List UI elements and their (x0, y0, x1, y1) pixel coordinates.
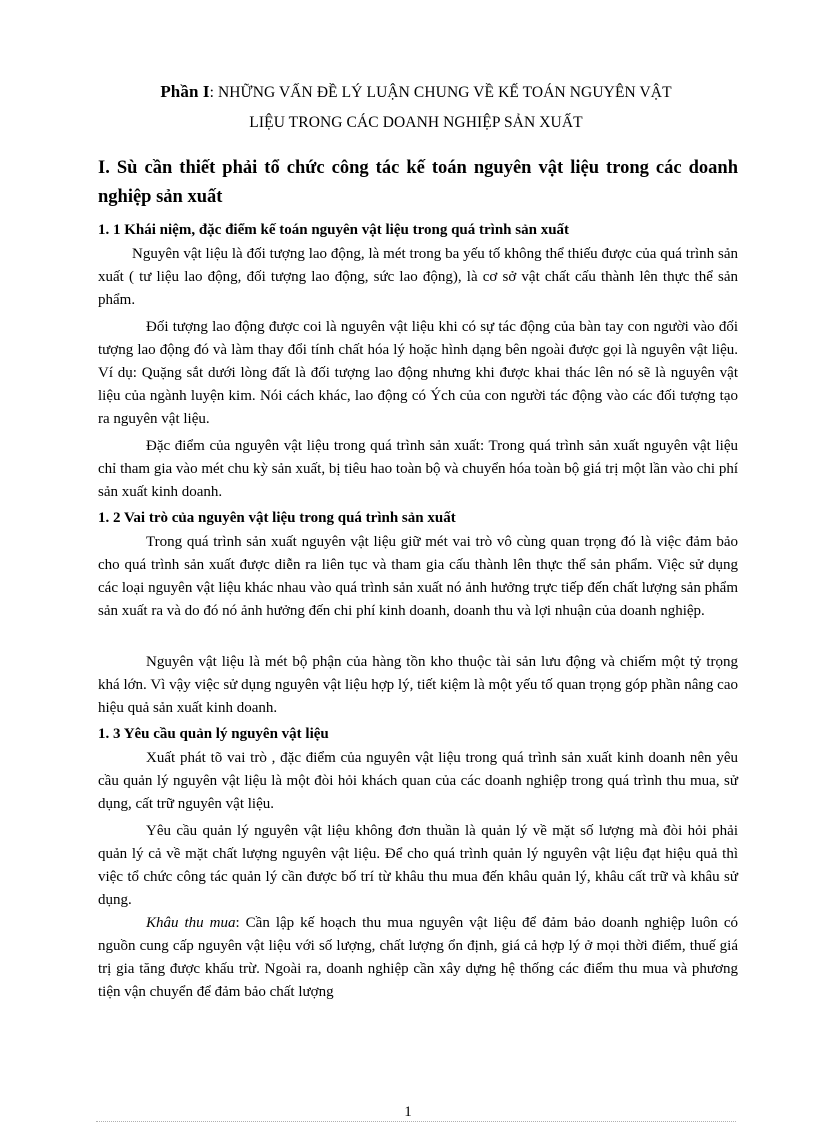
part-title-text: : NHỮNG VẤN ĐỀ LÝ LUẬN CHUNG VỀ KẾ TOÁN NGUYÊN VẬT (209, 84, 672, 101)
part-title-line-1 (96, 77, 736, 108)
paragraph-4: Trong quá trình sản xuất nguyên vật liệu giữ mét vai trò vô cùng quan trọng đó là việc đảm bảo cho quá trình sản xuất được diễn ra liên tục và tham gia cấu thành lên thực thể sản phẩm. Việc sử dụng các loại nguyên vật liệu khác nhau vào quá trình sản xuất nó ảnh hưởng trực tiếp đến chất lượng sản phẩm sản xuất ra và do đó nó ảnh hưởng đến chi phí kinh doanh, doanh thu và lợi nhuận của doanh nghiệp. (98, 534, 738, 619)
part-label: Phần I (160, 82, 210, 101)
paragraph-8-text: : Cần lập kế hoạch thu mua nguyên vật liệu để đảm bảo doanh nghiệp luôn có nguồn cung cấp nguyên vật liệu với số lượng, chất lượng ổn định, giá cả hợp lý ở mọi thời điểm, thuế giá trị gia tăng được khấu trừ. Ngoài ra, doanh nghiệp cần xây dựng hệ thống các điểm thu mua và phương tiện vận chuyển để đảm bảo chất lượng (98, 915, 738, 1000)
heading-1-2: 1. 2 Vai trò của nguyên vật liệu trong quá trình sản xuất (98, 510, 456, 526)
paragraph-3: Đặc điểm của nguyên vật liệu trong quá trình sản xuất: Trong quá trình sản xuất nguyên vật liệu chỉ tham gia vào mét chu kỳ sản xuất, bị tiêu hao toàn bộ và chuyển hóa toàn bộ giá trị một lần vào chi phí sản xuất kinh doanh. (98, 438, 738, 500)
footer-divider (96, 1121, 736, 1122)
heading-1-1: 1. 1 Khái niệm, đặc điểm kế toán nguyên vật liệu trong quá trình sản xuất (98, 222, 570, 238)
paragraph-7: Yêu cầu quản lý nguyên vật liệu không đơn thuần là quản lý về mặt số lượng mà đòi hỏi phải quản lý cả về mặt chất lượng nguyên vật liệu. Để cho quá trình quản lý nguyên vật liệu đạt hiệu quả thì việc tổ chức công tác quản lý cần được bố trí từ khâu thu mua đến khâu quản lý, khâu cất trữ và khâu sử dụng. (98, 823, 738, 908)
part-title (96, 77, 736, 138)
paragraph-2: Đối tượng lao động được coi là nguyên vật liệu khi có sự tác động của bàn tay con người vào đối tượng lao động đó và làm thay đổi tính chất hóa lý hoặc hình dạng bên ngoài được gọi là nguyên vật liệu. Ví dụ: Quặng sắt dưới lòng đất là đối tượng lao động nhưng khi được khai thác lên nó sẽ là nguyên vật liệu của ngành luyện kim. Nói cách khác, lao động có Ých của con người tác động vào các đối tượng tạo ra nguyên vật liệu. (98, 319, 738, 427)
page-number: 1 (404, 1104, 412, 1120)
paragraph-5: Nguyên vật liệu là mét bộ phận của hàng tồn kho thuộc tài sản lưu động và chiếm một tỷ trọng khá lớn. Vì vậy việc sử dụng nguyên vật liệu hợp lý, tiết kiệm là một yếu tố quan trọng góp phần nâng cao hiệu quả sản xuất kinh doanh. (98, 654, 738, 716)
paragraph-8-lead: Khâu thu mua (146, 915, 236, 931)
paragraph-6: Xuất phát tõ vai trò , đặc điểm của nguyên vật liệu trong quá trình sản xuất kinh doanh nên yêu cầu quản lý nguyên vật liệu là một đòi hỏi khách quan của các doanh nghiệp trong quá trình thu mua, sử dụng, cất trữ nguyên vật liệu. (98, 750, 738, 812)
section-title: I. Sù cần thiết phải tổ chức công tác kế toán nguyên vật liệu trong các doanh nghiệp sản xuất (98, 158, 738, 207)
heading-1-3: 1. 3 Yêu cầu quản lý nguyên vật liệu (98, 726, 329, 742)
paragraph-1: Nguyên vật liệu là đối tượng lao động, là mét trong ba yếu tố không thể thiếu được của quá trình sản xuất ( tư liệu lao động, đối tượng lao động, sức lao động), là cơ sở vật chất cấu thành lên thực thể sản phẩm. (98, 246, 738, 308)
paragraph-8 (98, 912, 738, 1004)
part-title-line-2: LIỆU TRONG CÁC DOANH NGHIỆP SẢN XUẤT (249, 114, 583, 131)
